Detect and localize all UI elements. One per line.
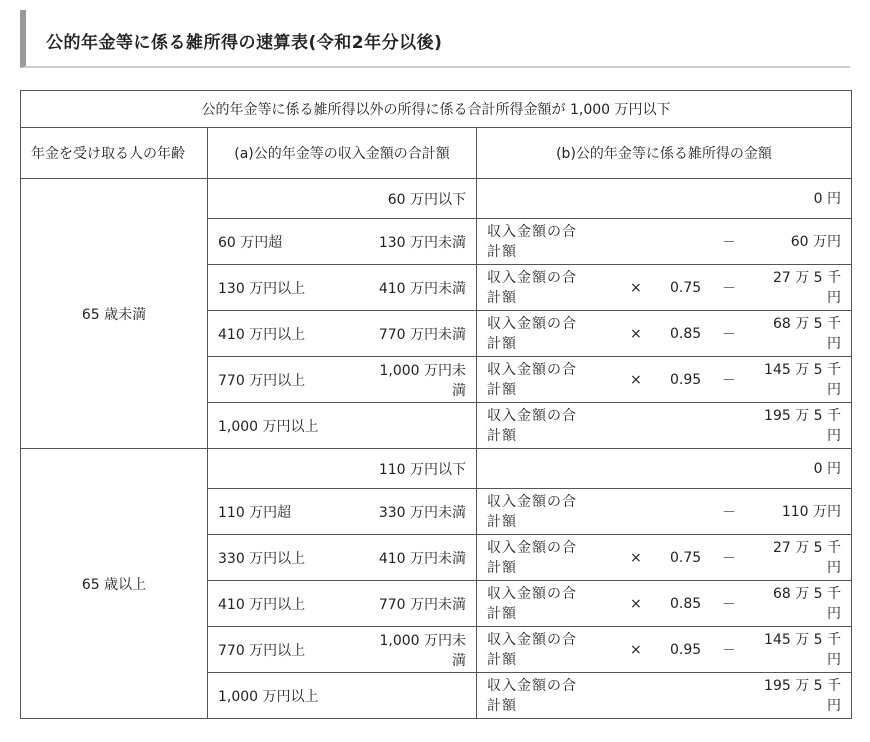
range-upper: 130 万円未満	[378, 234, 466, 251]
deduction-amount	[773, 268, 841, 308]
section-heading	[20, 10, 850, 68]
page-title: 公的年金等に係る雑所得の速算表(令和2年分以後)	[46, 33, 443, 53]
misc-income-formula	[477, 449, 852, 489]
amount: 145 万 5 千	[764, 632, 842, 648]
misc-income-formula	[477, 403, 852, 449]
deduction-amount	[773, 584, 841, 624]
misc-income-formula	[477, 581, 852, 627]
table-row	[21, 449, 852, 489]
minus-sign: －	[722, 372, 736, 389]
amount: 145 万 5 千	[764, 362, 842, 378]
range-lower: 410 万円以上	[218, 326, 306, 343]
amount-unit: 円	[827, 382, 842, 398]
amount: 60 万円	[790, 233, 842, 250]
table-caption: 公的年金等に係る雑所得以外の所得に係る合計所得金額が 1,000 万円以下	[21, 91, 852, 128]
income-range	[208, 311, 477, 357]
range-lower: 770 万円以上	[218, 372, 306, 389]
pension-quick-calc-table	[20, 90, 852, 719]
income-range	[208, 627, 477, 673]
deduction-amount	[764, 360, 841, 400]
formula-label: 収入金額の合計額	[487, 316, 577, 352]
formula-label: 収入金額の合計額	[487, 494, 577, 530]
rate: 0.85	[670, 325, 702, 342]
formula-label: 収入金額の合計額	[487, 224, 577, 260]
income-range	[208, 673, 477, 719]
age-group: 65 歳未満	[21, 179, 208, 449]
range-lower: 330 万円以上	[218, 550, 306, 567]
range-lower: 110 万円超	[218, 504, 292, 521]
amount: 68 万 5 千	[772, 316, 842, 332]
multiply-sign: ×	[630, 641, 642, 658]
header-row	[21, 128, 852, 179]
misc-income-formula	[477, 535, 852, 581]
income-range	[208, 581, 477, 627]
minus-sign: －	[722, 550, 736, 567]
rate: 0.85	[670, 595, 702, 612]
header-misc-income: (b)公的年金等に係る雑所得の金額	[477, 128, 852, 179]
income-range	[208, 265, 477, 311]
range-upper: 410 万円未満	[378, 280, 466, 297]
amount-unit: 円	[827, 652, 842, 668]
minus-sign: －	[722, 326, 736, 343]
amount-unit: 円	[827, 606, 842, 622]
deduction-amount	[764, 676, 841, 716]
range-upper: 1,000 万円未満	[379, 362, 466, 399]
misc-income-formula	[477, 357, 852, 403]
rate: 0.75	[670, 279, 702, 296]
income-range	[208, 219, 477, 265]
minus-sign: －	[722, 504, 736, 521]
deduction-amount	[764, 406, 841, 446]
misc-income-formula	[477, 179, 852, 219]
misc-income-formula	[477, 627, 852, 673]
amount: 27 万 5 千	[772, 540, 842, 556]
age-group: 65 歳以上	[21, 449, 208, 719]
amount-unit: 円	[827, 428, 842, 444]
deduction-amount	[814, 459, 841, 479]
range-lower: 410 万円以上	[218, 596, 306, 613]
formula-label: 収入金額の合計額	[487, 632, 577, 668]
range-upper: 770 万円未満	[378, 326, 466, 343]
amount: 0 円	[813, 190, 842, 207]
formula-label: 収入金額の合計額	[487, 362, 577, 398]
amount: 110 万円	[781, 503, 842, 520]
amount-unit: 円	[827, 336, 842, 352]
deduction-amount	[773, 538, 841, 578]
header-age: 年金を受け取る人の年齢	[21, 128, 208, 179]
amount: 68 万 5 千	[772, 586, 842, 602]
range-upper: 770 万円未満	[378, 596, 466, 613]
deduction-amount	[773, 314, 841, 354]
range-lower: 1,000 万円以上	[218, 418, 319, 435]
misc-income-formula	[477, 489, 852, 535]
table-row	[21, 179, 852, 219]
multiply-sign: ×	[630, 549, 642, 566]
range-lower: 1,000 万円以上	[218, 688, 319, 705]
minus-sign: －	[722, 596, 736, 613]
amount: 195 万 5 千	[764, 678, 842, 694]
multiply-sign: ×	[630, 371, 642, 388]
misc-income-formula	[477, 265, 852, 311]
minus-sign: －	[722, 642, 736, 659]
amount-unit: 円	[827, 560, 842, 576]
rate: 0.95	[670, 371, 702, 388]
minus-sign: －	[722, 280, 736, 297]
header-income: (a)公的年金等の収入金額の合計額	[208, 128, 477, 179]
deduction-amount	[782, 502, 841, 522]
deduction-amount	[791, 232, 841, 252]
range-lower: 130 万円以上	[218, 280, 306, 297]
rate: 0.75	[670, 549, 702, 566]
income-range	[208, 403, 477, 449]
amount: 0 円	[813, 460, 842, 477]
multiply-sign: ×	[630, 595, 642, 612]
range-lower: 60 万円超	[218, 234, 283, 251]
formula-label: 収入金額の合計額	[487, 408, 577, 444]
misc-income-formula	[477, 311, 852, 357]
deduction-amount	[814, 189, 841, 209]
rate: 0.95	[670, 641, 702, 658]
range-upper: 330 万円未満	[378, 504, 466, 521]
formula-label: 収入金額の合計額	[487, 540, 577, 576]
income-range	[208, 489, 477, 535]
amount: 195 万 5 千	[764, 408, 842, 424]
caption-row	[21, 91, 852, 128]
formula-label: 収入金額の合計額	[487, 678, 577, 714]
amount-unit: 円	[827, 698, 842, 714]
amount-unit: 円	[827, 290, 842, 306]
multiply-sign: ×	[630, 325, 642, 342]
minus-sign: －	[722, 234, 736, 251]
formula-label: 収入金額の合計額	[487, 270, 577, 306]
range-upper: 1,000 万円未満	[379, 632, 466, 669]
income-range	[208, 449, 477, 489]
multiply-sign: ×	[630, 279, 642, 296]
misc-income-formula	[477, 673, 852, 719]
deduction-amount	[764, 630, 841, 670]
income-range	[208, 357, 477, 403]
range-upper: 410 万円未満	[378, 550, 466, 567]
income-range-text: 110 万円以下	[378, 461, 466, 478]
amount: 27 万 5 千	[772, 270, 842, 286]
income-range-text: 60 万円以下	[387, 191, 466, 208]
formula-label: 収入金額の合計額	[487, 586, 577, 622]
income-range	[208, 179, 477, 219]
range-lower: 770 万円以上	[218, 642, 306, 659]
misc-income-formula	[477, 219, 852, 265]
income-range	[208, 535, 477, 581]
